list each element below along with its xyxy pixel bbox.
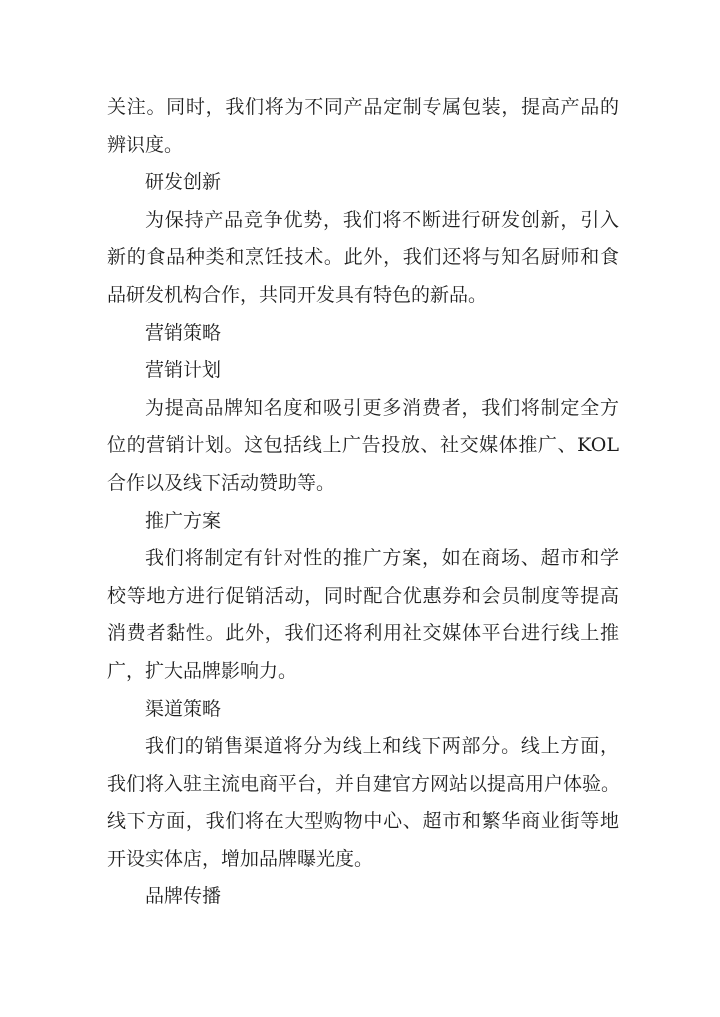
text-line: 辨识度。 xyxy=(107,133,184,156)
text-line: 合作以及线下活动赞助等。 xyxy=(107,471,336,494)
text-line: 消费者黏性。此外，我们还将利用社交媒体平台进行线上推 xyxy=(107,622,619,645)
text-line: 新的食品种类和烹饪技术。此外，我们还将与知名厨师和食 xyxy=(107,246,619,269)
text-line: 研发创新 xyxy=(145,171,222,194)
text-line: 开设实体店，增加品牌曝光度。 xyxy=(107,847,374,870)
document-body xyxy=(107,89,619,916)
text-line: 推广方案 xyxy=(145,509,222,532)
text-line: 校等地方进行促销活动，同时配合优惠券和会员制度等提高 xyxy=(107,584,619,607)
text-line: 我们将制定有针对性的推广方案，如在商场、超市和学 xyxy=(145,547,619,570)
text-line: 关注。同时，我们将为不同产品定制专属包装，提高产品的 xyxy=(107,96,619,118)
text-line: 广，扩大品牌影响力。 xyxy=(107,659,298,682)
text-line: 线下方面，我们将在大型购物中心、超市和繁华商业街等地 xyxy=(107,810,619,833)
text-line: 为保持产品竞争优势，我们将不断进行研发创新，引入 xyxy=(145,208,619,231)
text-line: 我们的销售渠道将分为线上和线下两部分。线上方面， xyxy=(145,735,619,758)
text-line: 品研发机构合作，共同开发具有特色的新品。 xyxy=(107,283,488,306)
text-line: 我们将入驻主流电商平台，并自建官方网站以提高用户体验。 xyxy=(107,772,621,795)
text-line: 营销计划 xyxy=(145,359,222,382)
text-line: 渠道策略 xyxy=(145,697,222,720)
text-line: 营销策略 xyxy=(145,321,222,344)
text-line: 品牌传播 xyxy=(145,885,222,908)
text-line: 位的营销计划。这包括线上广告投放、社交媒体推广、KOL xyxy=(107,434,619,457)
text-line: 为提高品牌知名度和吸引更多消费者，我们将制定全方 xyxy=(145,396,619,419)
